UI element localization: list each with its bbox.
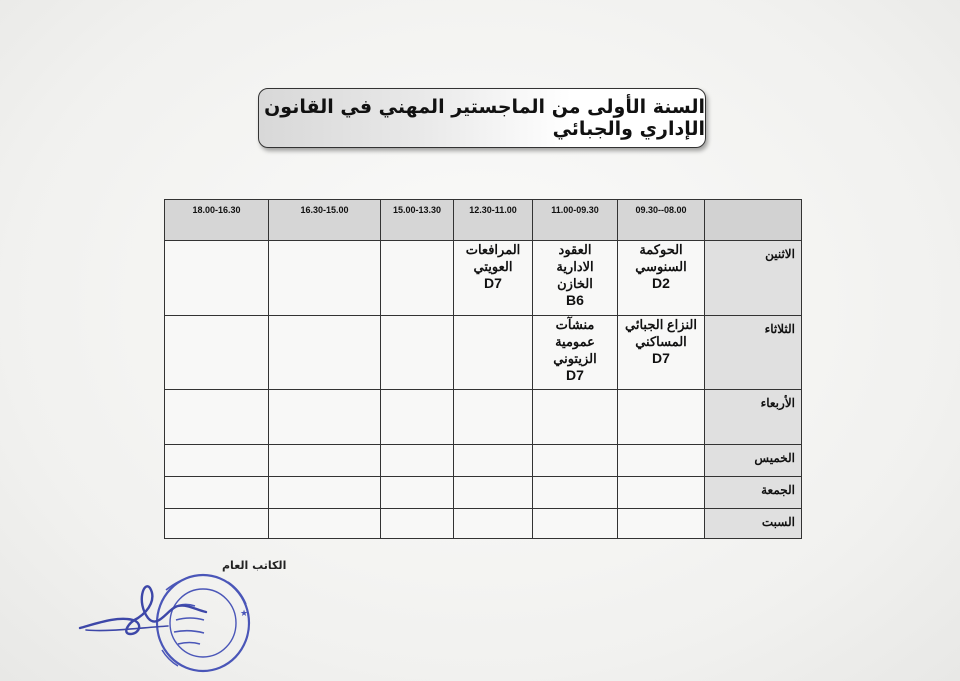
room-code: D7 — [484, 275, 502, 291]
empty-cell — [381, 316, 454, 390]
empty-cell — [165, 241, 269, 316]
time-slot-header: 12.30-11.00 — [454, 200, 533, 241]
empty-cell — [381, 390, 454, 445]
empty-cell — [618, 445, 705, 477]
day-label-cell: الثلاثاء — [705, 316, 802, 390]
empty-cell — [381, 509, 454, 539]
course-cell: المرافعات العويتي D7 — [454, 241, 533, 316]
empty-cell — [165, 316, 269, 390]
official-stamp-icon — [78, 568, 263, 678]
empty-cell — [381, 241, 454, 316]
title-banner — [258, 88, 706, 148]
document-title: السنة الأولى من الماجستير المهني في القانون الإداري والجبائي — [264, 96, 705, 140]
day-label-cell: الخميس — [705, 445, 802, 477]
empty-cell — [269, 509, 381, 539]
empty-cell — [269, 477, 381, 509]
empty-cell — [454, 316, 533, 390]
empty-cell — [269, 316, 381, 390]
empty-cell — [618, 509, 705, 539]
empty-cell — [165, 445, 269, 477]
day-label-cell: الأربعاء — [705, 390, 802, 445]
course-cell: العقود الادارية الخازن B6 — [533, 241, 618, 316]
empty-cell — [533, 477, 618, 509]
empty-cell — [533, 390, 618, 445]
day-row — [165, 241, 802, 316]
empty-cell — [381, 477, 454, 509]
time-slot-header: 11.00-09.30 — [533, 200, 618, 241]
empty-cell — [269, 390, 381, 445]
course-cell: منشآت عمومية الزيتوني D7 — [533, 316, 618, 390]
empty-cell — [454, 509, 533, 539]
empty-cell — [533, 445, 618, 477]
room-code: D7 — [566, 367, 584, 383]
empty-cell — [269, 445, 381, 477]
empty-cell — [165, 509, 269, 539]
svg-text:★: ★ — [240, 609, 249, 619]
schedule-table — [164, 199, 802, 539]
empty-cell — [269, 241, 381, 316]
empty-cell — [381, 445, 454, 477]
day-row — [165, 509, 802, 539]
empty-cell — [454, 390, 533, 445]
empty-cell — [618, 390, 705, 445]
day-label-cell: السبت — [705, 509, 802, 539]
room-code: B6 — [566, 292, 584, 308]
room-code: D7 — [652, 350, 670, 366]
day-row — [165, 316, 802, 390]
room-code: D2 — [652, 275, 670, 291]
time-slot-header: 15.00-13.30 — [381, 200, 454, 241]
time-slot-header: 16.30-15.00 — [269, 200, 381, 241]
signatory-label: الكاتب العام — [222, 559, 287, 572]
course-cell: النزاع الجبائي المساكني D7 — [618, 316, 705, 390]
day-row — [165, 477, 802, 509]
corner-cell — [705, 200, 802, 241]
day-label-cell: الجمعة — [705, 477, 802, 509]
empty-cell — [533, 509, 618, 539]
time-slot-header: 18.00-16.30 — [165, 200, 269, 241]
empty-cell — [618, 477, 705, 509]
empty-cell — [454, 477, 533, 509]
time-slot-header: 09.30--08.00 — [618, 200, 705, 241]
empty-cell — [165, 390, 269, 445]
empty-cell — [454, 445, 533, 477]
day-row — [165, 445, 802, 477]
day-row — [165, 390, 802, 445]
course-cell: الحوكمة السنوسي D2 — [618, 241, 705, 316]
empty-cell — [165, 477, 269, 509]
header-row — [165, 200, 802, 241]
day-label-cell: الاثنين — [705, 241, 802, 316]
